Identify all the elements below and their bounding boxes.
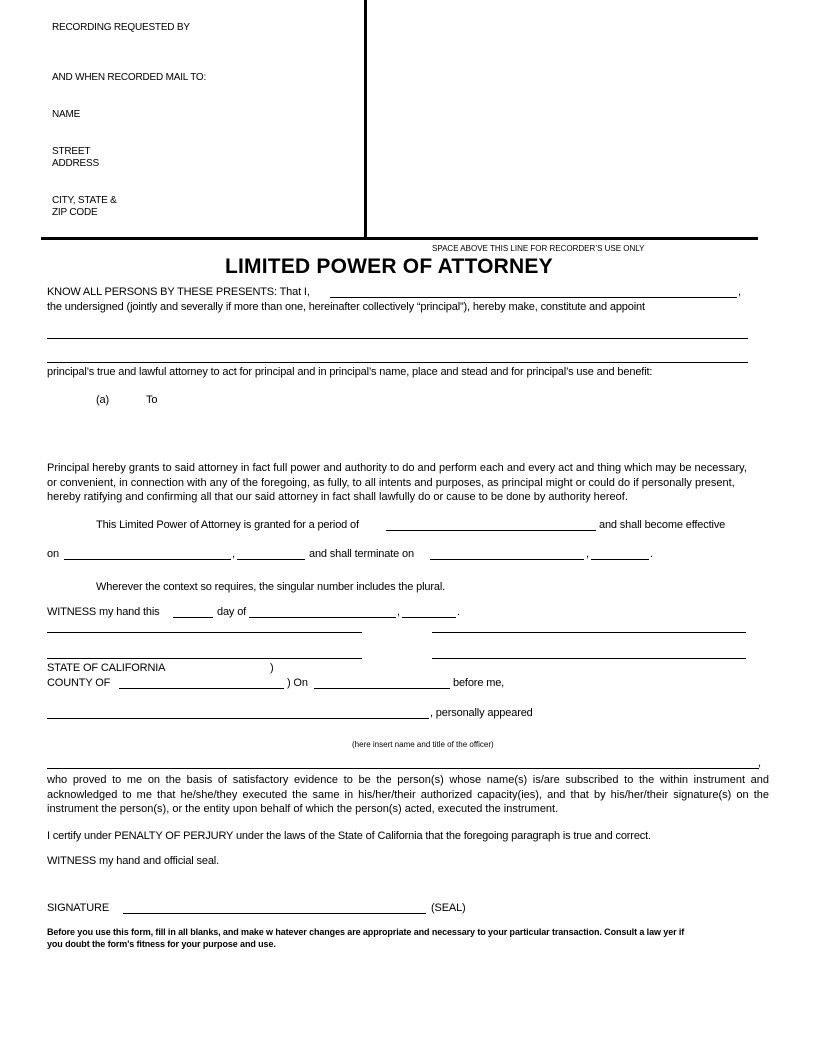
- proved-paragraph: who proved to me on the basis of satisfactory evidence to be the person(s) whose name(s) is/are subscribed to the within instrument and acknowledged to me that he/she/they executed the same in his/her/their authorized capacity(ies), and that by his/her/their signature(s) on the instrument the person(s), or the entity upon behalf of which the person(s) acted, executed the instrument.: [47, 774, 769, 816]
- principal-signature-line-2[interactable]: [432, 632, 746, 633]
- seal-label: (SEAL): [431, 902, 466, 914]
- witness-seal-text: WITNESS my hand and official seal.: [47, 855, 219, 867]
- context-text: Wherever the context so requires, the singular number includes the plural.: [96, 581, 446, 593]
- day-of-text: day of: [217, 606, 247, 618]
- street-label: STREET: [52, 146, 91, 157]
- recorder-use-note: SPACE ABOVE THIS LINE FOR RECORDER’S USE ONLY: [432, 244, 645, 253]
- disclaimer-line-2: you doubt the form's fitness for your purpose and use.: [47, 939, 276, 949]
- personally-appeared-text: , personally appeared: [430, 707, 533, 719]
- item-a-label: (a): [96, 394, 109, 406]
- witness-month-blank[interactable]: [249, 617, 396, 618]
- grant-paragraph: Principal hereby grants to said attorney in fact full power and authority to do and perform each and every act and thing which may be necessary, or convenient, in connection with any of the foregoing, as fully, to all intents and purposes, as principal might or could do if personally present, hereby ratifying and confirming all that our said attorney in fact shall lawfully do or cause to be done by authority hereof.: [47, 462, 747, 504]
- termination-date-blank[interactable]: [430, 559, 584, 560]
- recorder-use-line: [41, 237, 758, 240]
- effective-date-blank[interactable]: [64, 559, 231, 560]
- undersigned-text: the undersigned (jointly and severally if more than one, hereinafter collectively “principal”), hereby make, constitute and appoint: [47, 301, 645, 313]
- recording-box-divider: [364, 0, 367, 240]
- city-state-label: CITY, STATE &: [52, 195, 117, 206]
- item-to-label: To: [146, 394, 158, 406]
- county-blank[interactable]: [119, 688, 284, 689]
- witness-comma: ,: [397, 606, 400, 618]
- officer-name-blank[interactable]: [47, 718, 429, 719]
- attorney-authority-text: principal’s true and lawful attorney to act for principal and in principal’s name, place and stead and for principal’s use and benefit:: [47, 366, 653, 378]
- notary-date-blank[interactable]: [314, 688, 450, 689]
- comma: ,: [738, 286, 741, 298]
- county-label: COUNTY OF: [47, 677, 111, 689]
- names-trailing-comma: ,: [758, 757, 761, 769]
- appeared-names-blank[interactable]: [47, 768, 759, 769]
- witness-period: .: [457, 606, 460, 618]
- termination-comma: ,: [586, 548, 589, 560]
- on-label: on: [47, 548, 59, 560]
- before-me-text: before me,: [453, 677, 505, 689]
- insert-officer-note: (here insert name and title of the officer): [352, 740, 494, 749]
- principal-signature-line-4[interactable]: [432, 658, 746, 659]
- effective-year-blank[interactable]: [237, 559, 305, 560]
- state-brace: ): [270, 662, 274, 674]
- principal-signature-line-3[interactable]: [47, 658, 362, 659]
- know-all-persons-text: KNOW ALL PERSONS BY THESE PRESENTS: That I,: [47, 286, 310, 298]
- attorney-name-blank-1[interactable]: [47, 338, 748, 339]
- granted-for-text: This Limited Power of Attorney is granted for a period of: [96, 519, 359, 531]
- name-label: NAME: [52, 109, 81, 120]
- notary-signature-line[interactable]: [123, 913, 426, 914]
- termination-year-blank[interactable]: [591, 559, 649, 560]
- address-label: ADDRESS: [52, 158, 99, 169]
- terminate-text: and shall terminate on: [309, 548, 414, 560]
- county-on-text: ) On: [287, 677, 308, 689]
- zip-code-label: ZIP CODE: [52, 207, 98, 218]
- witness-year-blank[interactable]: [402, 617, 456, 618]
- date-comma: ,: [232, 548, 235, 560]
- state-label: STATE OF CALIFORNIA: [47, 662, 166, 674]
- principal-signature-line-1[interactable]: [47, 632, 362, 633]
- attorney-name-blank-2[interactable]: [47, 362, 748, 363]
- witness-hand-text: WITNESS my hand this: [47, 606, 160, 618]
- disclaimer-line-1: Before you use this form, fill in all blanks, and make w hatever changes are appropriate and necessary to your particular transaction. Consult a law yer if: [47, 927, 685, 937]
- termination-period: .: [650, 548, 653, 560]
- witness-day-blank[interactable]: [173, 617, 213, 618]
- mail-to-label: AND WHEN RECORDED MAIL TO:: [52, 72, 207, 83]
- principal-name-blank[interactable]: [330, 297, 737, 298]
- recording-requested-label: RECORDING REQUESTED BY: [52, 22, 190, 33]
- signature-label: SIGNATURE: [47, 902, 110, 914]
- certify-text: I certify under PENALTY OF PERJURY under the laws of the State of California that the foregoing paragraph is true and correct.: [47, 830, 651, 842]
- effective-text: and shall become effective: [599, 519, 726, 531]
- document-title: LIMITED POWER OF ATTORNEY: [225, 255, 553, 278]
- period-blank[interactable]: [386, 530, 596, 531]
